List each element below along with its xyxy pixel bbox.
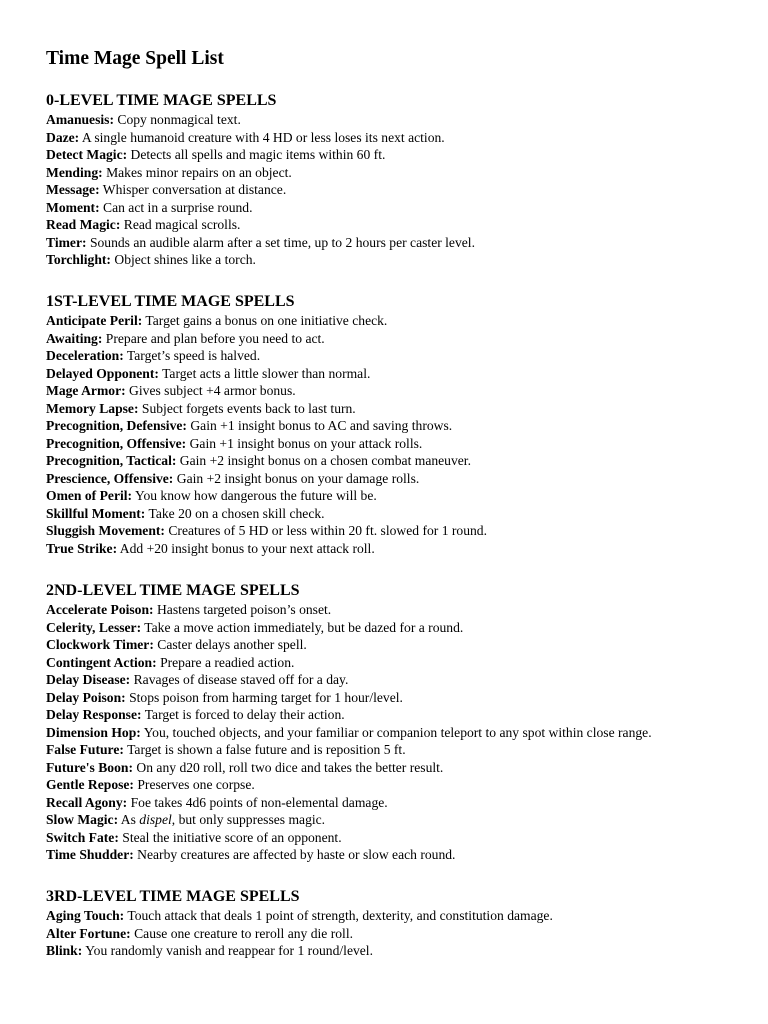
spell-description: Take a move action immediately, but be dazed for a round. bbox=[144, 619, 464, 635]
spell-entry bbox=[46, 522, 748, 540]
spell-entry bbox=[46, 382, 748, 400]
spell-name: Omen of Peril: bbox=[46, 488, 133, 503]
spell-list bbox=[46, 907, 748, 960]
spell-name: Alter Fortune: bbox=[46, 925, 131, 941]
spell-entry bbox=[46, 811, 748, 829]
spell-description: A single humanoid creature with 4 HD or less loses its next action. bbox=[81, 129, 445, 145]
spell-description: Gain +1 insight bonus on your attack rolls. bbox=[189, 435, 423, 451]
page-title: Time Mage Spell List bbox=[46, 48, 224, 69]
spell-name: Delay Poison: bbox=[46, 689, 126, 705]
spell-section-level-2 bbox=[46, 581, 748, 864]
spell-name: Mage Armor: bbox=[46, 383, 126, 398]
spell-entry bbox=[46, 601, 748, 619]
spell-name: Blink: bbox=[46, 943, 83, 958]
section-heading: 0-LEVEL TIME MAGE SPELLS bbox=[46, 92, 277, 109]
section-heading: 3RD-LEVEL TIME MAGE SPELLS bbox=[46, 888, 300, 905]
section-heading: 2ND-LEVEL TIME MAGE SPELLS bbox=[46, 582, 300, 599]
spell-description: Creatures of 5 HD or less within 20 ft. slowed for 1 round. bbox=[168, 523, 488, 538]
spell-section-level-1 bbox=[46, 292, 748, 557]
spell-description: Target gains a bonus on one initiative check. bbox=[145, 313, 388, 328]
spell-name: Future's Boon: bbox=[46, 759, 133, 775]
spell-entry bbox=[46, 417, 748, 435]
spell-name: Anticipate Peril: bbox=[46, 313, 143, 328]
spell-entry bbox=[46, 776, 748, 794]
spell-entry bbox=[46, 216, 748, 234]
spell-description: Makes minor repairs on an object. bbox=[106, 164, 292, 180]
spell-entry bbox=[46, 312, 748, 330]
spell-description: Preserves one corpse. bbox=[137, 777, 255, 792]
spell-name: True Strike: bbox=[46, 540, 118, 556]
spell-name: Dimension Hop: bbox=[46, 724, 141, 740]
spell-description: As bbox=[120, 812, 136, 827]
spell-name: Precognition, Tactical: bbox=[46, 453, 177, 468]
spell-name: Sluggish Movement: bbox=[46, 523, 165, 538]
spell-entry bbox=[46, 181, 748, 199]
spell-entry bbox=[46, 400, 748, 418]
spell-description: Subject forgets events back to last turn. bbox=[141, 400, 356, 416]
spell-entry bbox=[46, 759, 748, 777]
spell-name: Contingent Action: bbox=[46, 654, 157, 670]
spell-name: Daze: bbox=[46, 129, 80, 145]
spell-description: Whisper conversation at distance. bbox=[102, 182, 287, 197]
spell-name: Prescience, Offensive: bbox=[46, 470, 174, 486]
spell-entry bbox=[46, 724, 748, 742]
spell-entry bbox=[46, 829, 748, 847]
spell-entry bbox=[46, 846, 748, 864]
spell-description: Target acts a little slower than normal. bbox=[162, 365, 371, 381]
spell-name: Timer: bbox=[46, 234, 87, 250]
spell-entry bbox=[46, 671, 748, 689]
spell-entry bbox=[46, 689, 748, 707]
spell-description: You randomly vanish and reappear for 1 round/level. bbox=[85, 943, 373, 958]
spell-entry bbox=[46, 741, 748, 759]
spell-list bbox=[46, 312, 748, 557]
spell-name: Delay Response: bbox=[46, 707, 142, 722]
spell-entry bbox=[46, 470, 748, 488]
spell-entry bbox=[46, 907, 748, 925]
spell-name: Slow Magic: bbox=[46, 812, 119, 827]
spell-entry bbox=[46, 129, 748, 147]
spell-description: Can act in a surprise round. bbox=[103, 199, 253, 215]
spell-name: Torchlight: bbox=[46, 252, 111, 267]
spell-description: Steal the initiative score of an opponent. bbox=[122, 829, 342, 845]
spell-description: Read magical scrolls. bbox=[123, 217, 241, 232]
spell-entry bbox=[46, 347, 748, 365]
spell-description: Gain +1 insight bonus to AC and saving throws. bbox=[190, 418, 453, 433]
spell-list bbox=[46, 601, 748, 864]
spell-entry bbox=[46, 619, 748, 637]
spell-description: Detects all spells and magic items within 60 ft. bbox=[130, 147, 386, 162]
spell-entry bbox=[46, 540, 748, 558]
spell-description: Gain +2 insight bonus on your damage rolls. bbox=[176, 470, 420, 486]
spell-description-italic: dispel bbox=[139, 812, 172, 827]
spell-entry bbox=[46, 794, 748, 812]
spell-name: Deceleration: bbox=[46, 348, 124, 363]
spell-entry bbox=[46, 111, 748, 129]
spell-entry bbox=[46, 164, 748, 182]
spell-name: Aging Touch: bbox=[46, 908, 125, 923]
spell-entry bbox=[46, 452, 748, 470]
spell-name: Accelerate Poison: bbox=[46, 602, 154, 617]
spell-description: Ravages of disease staved off for a day. bbox=[133, 672, 349, 687]
spell-name: Precognition, Offensive: bbox=[46, 435, 187, 451]
spell-description: Target’s speed is halved. bbox=[126, 348, 261, 363]
spell-description: Foe takes 4d6 points of non-elemental damage. bbox=[130, 794, 388, 810]
spell-description: Touch attack that deals 1 point of strength, dexterity, and constitution damage. bbox=[127, 908, 553, 923]
spell-name: Read Magic: bbox=[46, 217, 121, 232]
spell-name: Message: bbox=[46, 182, 100, 197]
spell-name: Detect Magic: bbox=[46, 147, 128, 162]
spell-section-level-3 bbox=[46, 887, 748, 960]
spell-entry bbox=[46, 654, 748, 672]
spell-name: Mending: bbox=[46, 164, 103, 180]
spell-description: Gives subject +4 armor bonus. bbox=[129, 383, 296, 398]
spell-description: Cause one creature to reroll any die roll. bbox=[134, 925, 354, 941]
spell-name: Gentle Repose: bbox=[46, 777, 134, 792]
spell-name: Moment: bbox=[46, 199, 100, 215]
spell-entry bbox=[46, 487, 748, 505]
spell-name: Skillful Moment: bbox=[46, 505, 146, 521]
spell-description: Object shines like a torch. bbox=[114, 252, 256, 267]
spell-entry bbox=[46, 365, 748, 383]
spell-name: Time Shudder: bbox=[46, 847, 134, 862]
spell-entry bbox=[46, 330, 748, 348]
spell-description: Nearby creatures are affected by haste or slow each round. bbox=[137, 847, 456, 862]
spell-entry bbox=[46, 146, 748, 164]
spell-entry bbox=[46, 251, 748, 269]
spell-description: Prepare a readied action. bbox=[160, 654, 295, 670]
spell-name: Precognition, Defensive: bbox=[46, 418, 187, 433]
spell-description: You know how dangerous the future will be. bbox=[134, 488, 377, 503]
spell-description: Prepare and plan before you need to act. bbox=[105, 330, 325, 346]
spell-entry bbox=[46, 942, 748, 960]
spell-description: On any d20 roll, roll two dice and takes the better result. bbox=[136, 759, 444, 775]
spell-entry bbox=[46, 234, 748, 252]
spell-description: Take 20 on a chosen skill check. bbox=[148, 505, 325, 521]
spell-entry bbox=[46, 435, 748, 453]
spell-description: Gain +2 insight bonus on a chosen combat maneuver. bbox=[179, 453, 471, 468]
spell-entry bbox=[46, 199, 748, 217]
spell-entry bbox=[46, 505, 748, 523]
spell-description: Target is forced to delay their action. bbox=[144, 707, 345, 722]
spell-description: Caster delays another spell. bbox=[157, 637, 307, 652]
spell-description: Sounds an audible alarm after a set time, up to 2 hours per caster level. bbox=[89, 234, 475, 250]
spell-description: You, touched objects, and your familiar or companion teleport to any spot within close range. bbox=[143, 724, 652, 740]
spell-name: Delayed Opponent: bbox=[46, 365, 159, 381]
spell-description-continued: , but only suppresses magic. bbox=[171, 812, 326, 827]
spell-list bbox=[46, 111, 748, 269]
spell-name: Switch Fate: bbox=[46, 829, 119, 845]
spell-description: Copy nonmagical text. bbox=[117, 112, 241, 127]
spell-description: Hastens targeted poison’s onset. bbox=[156, 602, 332, 617]
spell-name: False Future: bbox=[46, 742, 124, 757]
spell-name: Clockwork Timer: bbox=[46, 637, 154, 652]
spell-description: Add +20 insight bonus to your next attack roll. bbox=[119, 540, 375, 556]
spell-entry bbox=[46, 925, 748, 943]
spell-entry bbox=[46, 636, 748, 654]
spell-name: Awaiting: bbox=[46, 330, 103, 346]
spell-name: Amanuesis: bbox=[46, 112, 114, 127]
spell-description: Target is shown a false future and is reposition 5 ft. bbox=[127, 742, 406, 757]
spell-name: Recall Agony: bbox=[46, 794, 128, 810]
spell-name: Celerity, Lesser: bbox=[46, 619, 142, 635]
spell-name: Delay Disease: bbox=[46, 672, 131, 687]
section-heading: 1ST-LEVEL TIME MAGE SPELLS bbox=[46, 293, 295, 310]
spell-section-level-0 bbox=[46, 91, 748, 269]
spell-entry bbox=[46, 706, 748, 724]
spell-name: Memory Lapse: bbox=[46, 400, 139, 416]
spell-description: Stops poison from harming target for 1 hour/level. bbox=[129, 689, 403, 705]
